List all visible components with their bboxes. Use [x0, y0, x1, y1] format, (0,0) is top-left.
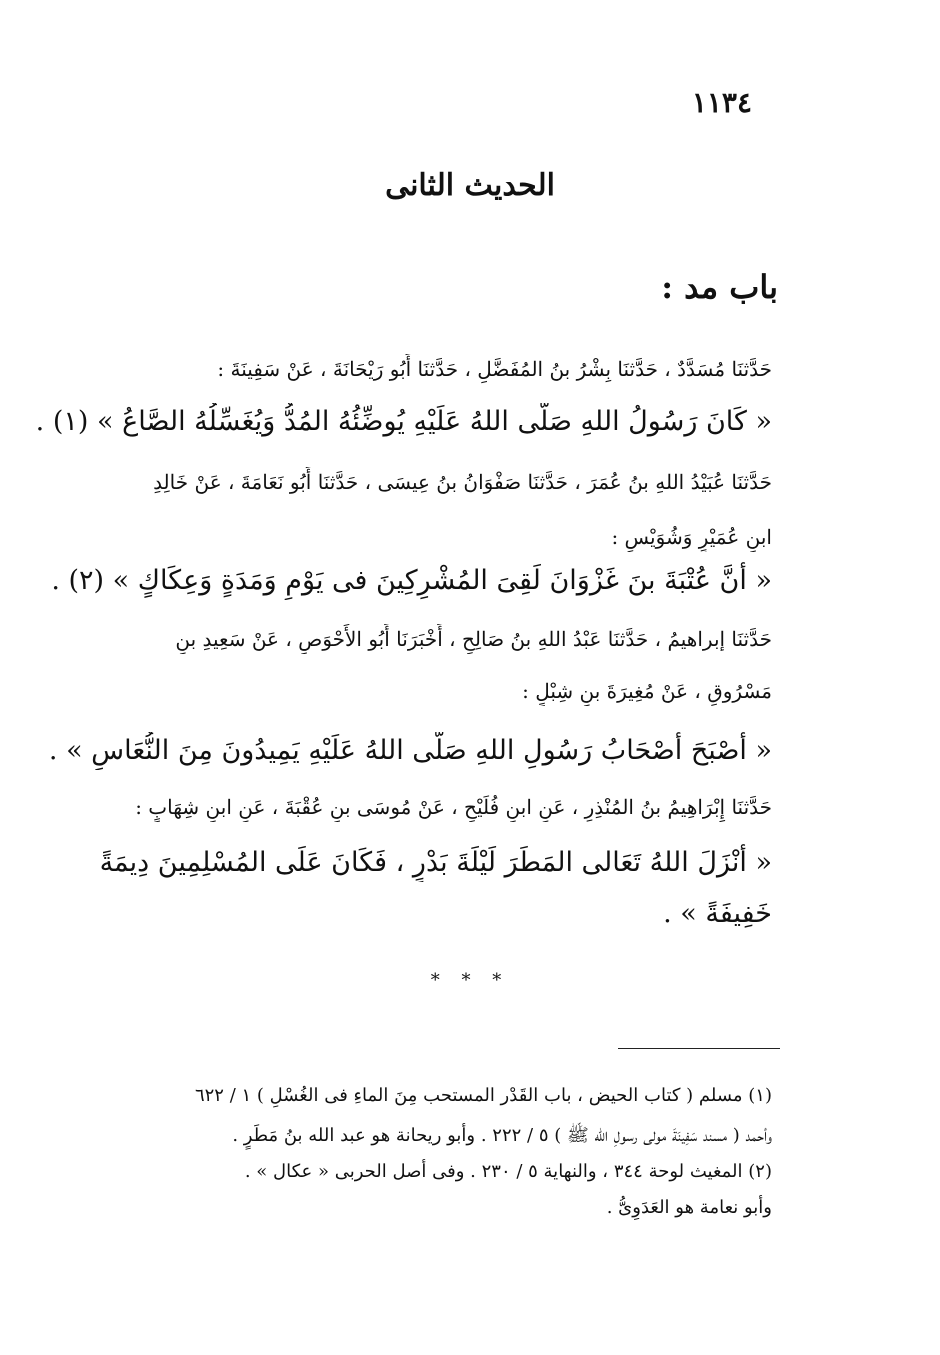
hadith-2-isnad: ابنِ عُمَيْرٍ وَشُوَيْسٍ : — [611, 525, 772, 549]
footnote-line: وأحمد ( مسند سَفِينَةَ مولى رسولِ الله ﷺ ) ٥ / ٢٢٢ . وأبو ريحانة هو عبد الله بنُ مَطَرٍ . — [232, 1125, 772, 1146]
hadith-2-isnad: حَدَّثنَا عُبَيْدُ اللهِ بنُ عُمَرَ ، حَدَّثنَا صَفْوَانُ بنُ عِيسَى ، حَدَّثنَا أَبُو نَعَامَةَ ، عَنْ خَالِدِ — [153, 470, 772, 494]
footnote-line: (١) مسلم ( كتاب الحيض ، باب القَدْر المستحب مِنَ الماءِ فى الغُسْلِ ) ١ / ٦٢٢ — [194, 1085, 772, 1106]
chapter-title: باب مد : — [661, 268, 778, 306]
footnote-divider — [618, 1048, 780, 1049]
section-separator: * * * — [430, 970, 510, 991]
footnote-line: (٢) المغيث لوحة ٣٤٤ ، والنهاية ٥ / ٢٣٠ . وفى أصل الحربى « عكال » . — [244, 1161, 772, 1182]
hadith-4-matn: « أَنْزَلَ اللهُ تَعَالى المَطَرَ لَيْلَةَ بَدْرٍ ، فَكَانَ عَلَى المُسْلِمِينَ دِيمَةً — [99, 847, 772, 878]
page-number: ١١٣٤ — [691, 86, 752, 119]
hadith-2-matn: « أَنَّ عُتْبَةَ بنَ غَزْوَانَ لَقِىَ المُشْرِكِينَ فى يَوْمٍ وَمَدَةٍ وَعِكَاكٍ » (٢) . — [51, 565, 772, 596]
footnote-line: وأبو نعامة هو العَدَوِىُّ . — [606, 1197, 772, 1218]
hadith-3-isnad: مَسْرُوقٍ ، عَنْ مُغِيرَةَ بنِ شِبْلٍ : — [522, 679, 772, 703]
hadith-3-isnad: حَدَّثنَا إبراهيمُ ، حَدَّثنَا عَبْدُ اللهِ بنُ صَالِحٍ ، أَخْبَرَنَا أَبُو الأَحْوَصِ ، عَنْ سَعِيدِ بنِ — [175, 627, 772, 651]
hadith-4-isnad: حَدَّثنَا إِبْرَاهِيمُ بنُ المُنْذِرِ ، عَنِ ابنِ فُلَيْحٍ ، عَنْ مُوسَى بنِ عُقْبَةَ ، عَنِ ابنِ شِهَابٍ : — [135, 795, 772, 819]
section-heading: الحديث الثانى — [385, 168, 555, 203]
hadith-3-matn: « أَصْبَحَ أَصْحَابُ رَسُولِ اللهِ صَلَّى اللهُ عَلَيْهِ يَمِيدُونَ مِنَ النُّعَاسِ » . — [48, 735, 772, 766]
hadith-1-isnad: حَدَّثنَا مُسَدَّدٌ ، حَدَّثنَا بِشْرُ بنُ المُفَضَّلِ ، حَدَّثنَا أَبُو رَيْحَانَةَ ، عَنْ سَفِينَةَ : — [217, 357, 772, 381]
hadith-4-matn: خَفِيفَةً » . — [663, 898, 772, 929]
hadith-1-matn: « كَانَ رَسُولُ اللهِ صَلَّى اللهُ عَلَيْهِ يُوضِّئُهُ المُدُّ وَيُغَسِّلُهُ الصَّاعُ » (١) . — [35, 406, 772, 437]
